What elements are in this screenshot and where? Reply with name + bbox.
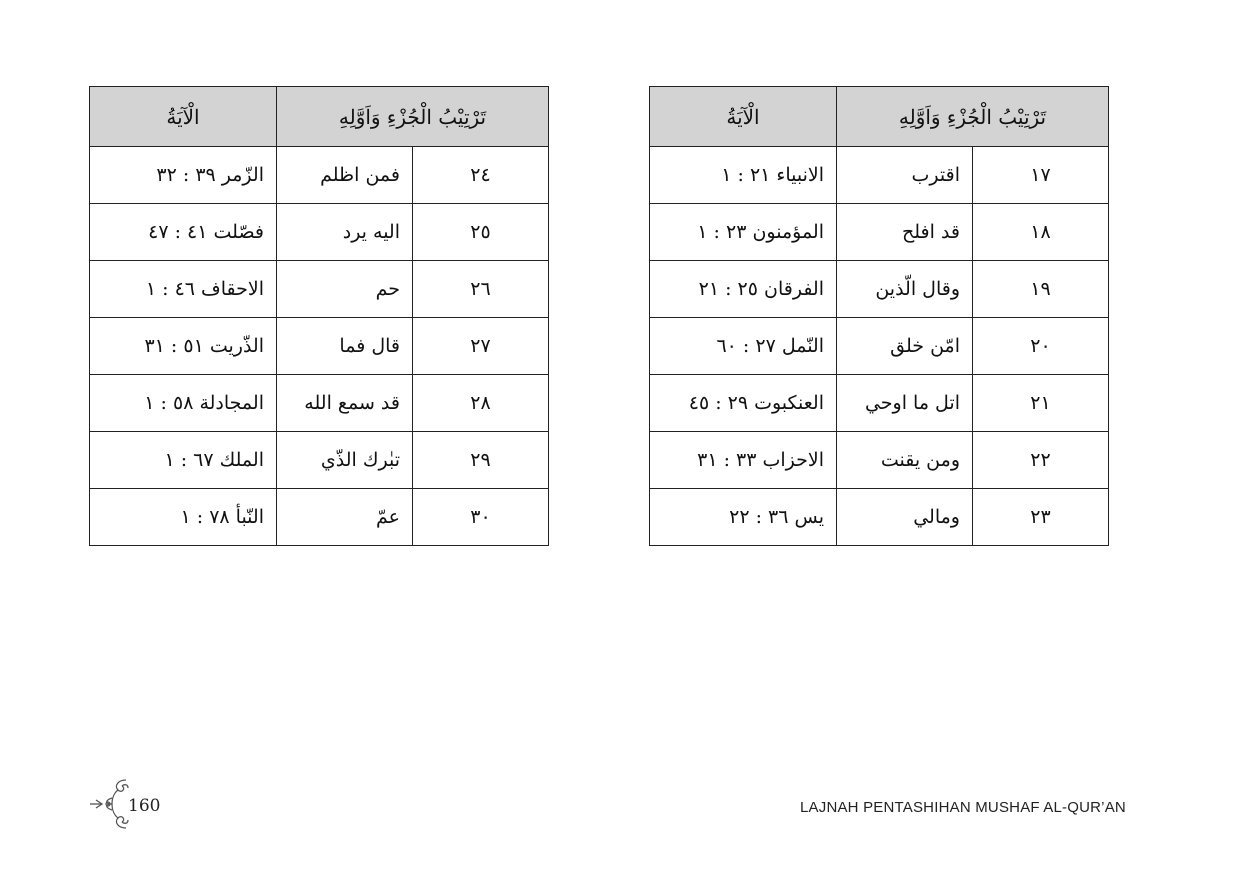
juz-ayah: المجادلة ٥٨ : ١ [90,375,277,432]
juz-ayah: يس ٣٦ : ٢٢ [650,489,837,546]
juz-ayah: النّمل ٢٧ : ٦٠ [650,318,837,375]
table-row [90,432,549,489]
publisher-title: LAJNAH PENTASHIHAN MUSHAF AL-QUR’AN [800,799,1126,816]
juz-ayah: الفرقان ٢٥ : ٢١ [650,261,837,318]
table-row [90,204,549,261]
juz-number: ٢٤ [413,147,549,204]
juz-start: قد افلح [837,204,973,261]
juz-ayah: الاحزاب ٣٣ : ٣١ [650,432,837,489]
juz-start: اتل ما اوحي [837,375,973,432]
table-row [90,489,549,546]
juz-number: ٢٨ [413,375,549,432]
ornament-icon [88,776,130,832]
header-ayah: الْآيَةُ [90,87,277,147]
table-header-row [650,87,1109,147]
table-row [90,318,549,375]
juz-start: تبٰرك الذّي [277,432,413,489]
juz-number: ٢٣ [973,489,1109,546]
juz-ayah: الاحقاف ٤٦ : ١ [90,261,277,318]
header-juz-start: تَرْتِيْبُ الْجُزْءِ وَاَوَّلِهِ [837,87,1109,147]
juz-start: اليه يرد [277,204,413,261]
juz-ayah: المؤمنون ٢٣ : ١ [650,204,837,261]
juz-number: ٢٢ [973,432,1109,489]
juz-start: فمن اظلم [277,147,413,204]
table-row [90,147,549,204]
table-row [650,147,1109,204]
juz-ayah: الذّريت ٥١ : ٣١ [90,318,277,375]
juz-ayah: فصّلت ٤١ : ٤٧ [90,204,277,261]
juz-start: ومالي [837,489,973,546]
juz-number: ١٩ [973,261,1109,318]
table-row [650,318,1109,375]
page-number: 160 [128,796,161,816]
table-row [650,261,1109,318]
table-row [650,489,1109,546]
juz-number: ٣٠ [413,489,549,546]
juz-number: ٢٦ [413,261,549,318]
juz-number: ٢١ [973,375,1109,432]
juz-ayah: الانبياء ٢١ : ١ [650,147,837,204]
juz-number: ٢٩ [413,432,549,489]
juz-number: ١٧ [973,147,1109,204]
juz-start: قال فما [277,318,413,375]
juz-start: ومن يقنت [837,432,973,489]
table-row [650,375,1109,432]
juz-start: حم [277,261,413,318]
table-row [650,432,1109,489]
juz-start: وقال الّذين [837,261,973,318]
juz-start: اقترب [837,147,973,204]
juz-number: ٢٧ [413,318,549,375]
juz-start: امّن خلق [837,318,973,375]
juz-ayah: النّبأ ٧٨ : ١ [90,489,277,546]
juz-ayah: الملك ٦٧ : ١ [90,432,277,489]
juz-start: قد سمع الله [277,375,413,432]
header-ayah: الْآيَةُ [650,87,837,147]
juz-table-right [649,86,1109,546]
juz-start: عمّ [277,489,413,546]
juz-table-left [89,86,549,546]
juz-number: ١٨ [973,204,1109,261]
header-juz-start: تَرْتِيْبُ الْجُزْءِ وَاَوَّلِهِ [277,87,549,147]
table-row [650,204,1109,261]
table-row [90,375,549,432]
juz-ayah: العنكبوت ٢٩ : ٤٥ [650,375,837,432]
table-header-row [90,87,549,147]
juz-ayah: الزّمر ٣٩ : ٣٢ [90,147,277,204]
juz-number: ٢٥ [413,204,549,261]
juz-number: ٢٠ [973,318,1109,375]
table-row [90,261,549,318]
